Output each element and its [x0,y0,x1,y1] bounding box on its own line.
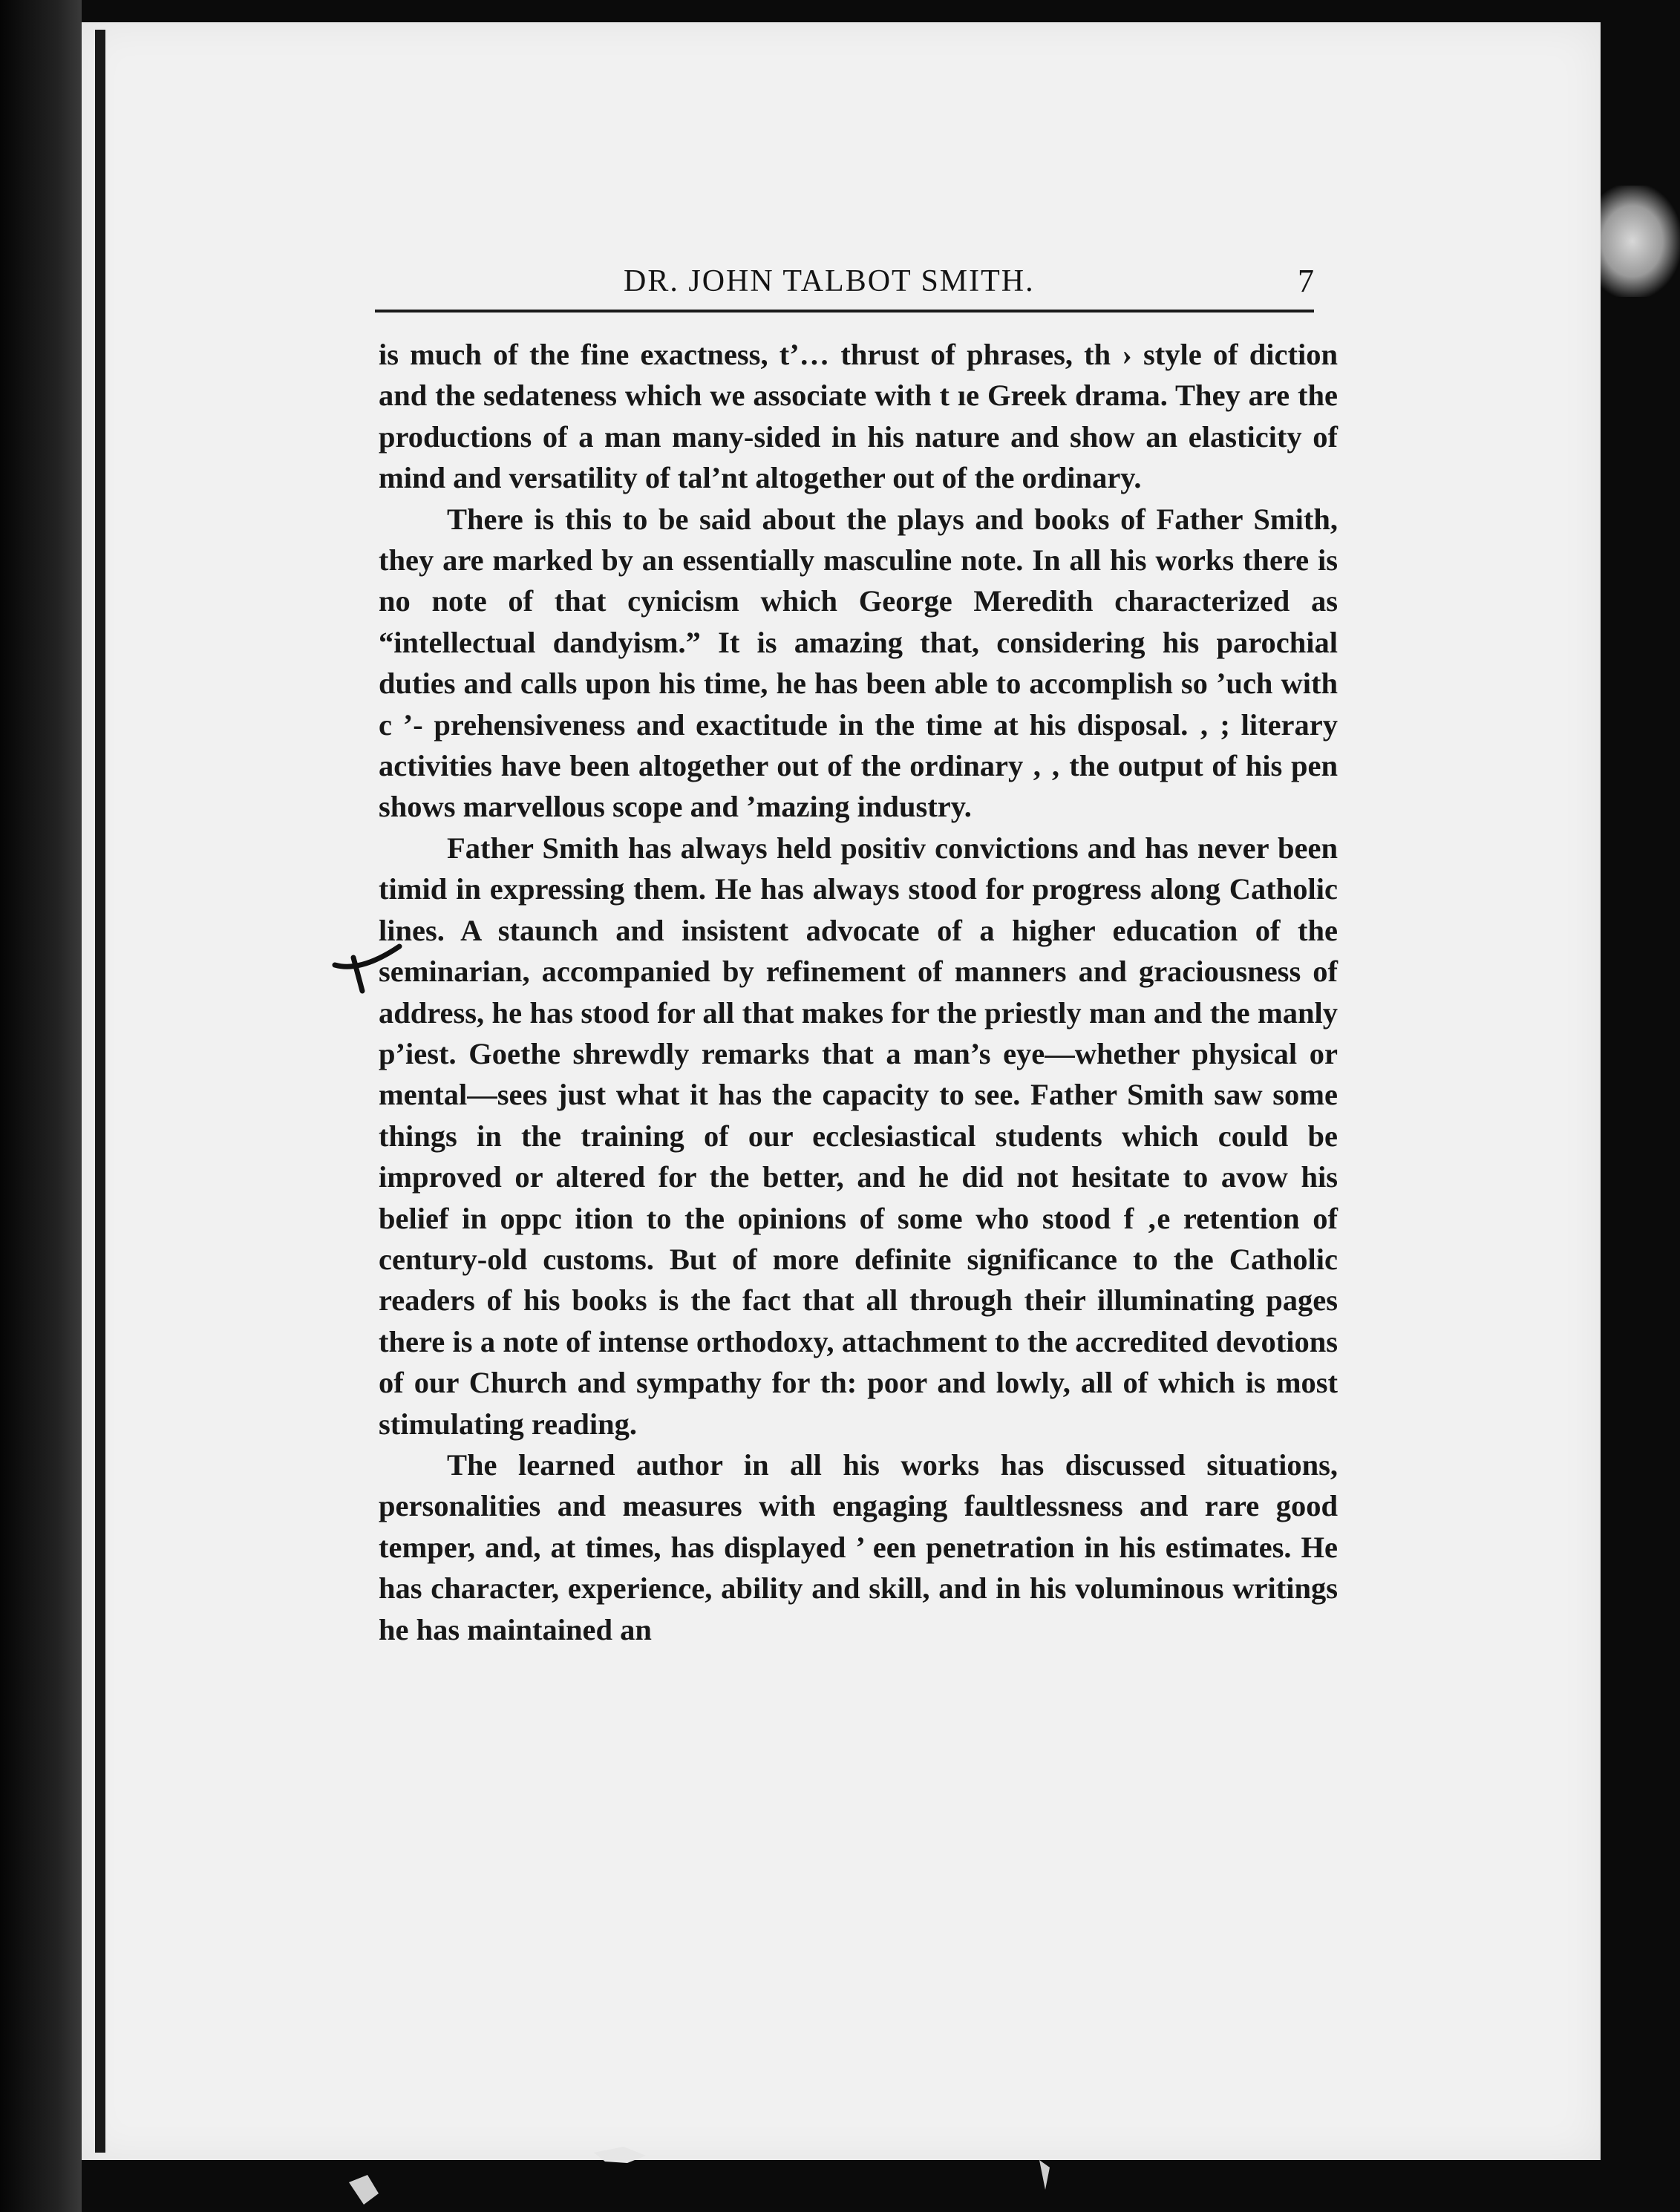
paragraph: The learned author in all his works has discussed situations, personalities and measures with engaging faultlessness and rare good temper, and, at times, has displayed ’ een penetration in his estimates. He has character, experience, ability and skill, and in his voluminous writings he has maintained an [379,1447,1338,1646]
binding-line [95,30,105,2153]
paragraph-continuation: is much of the fine exactness, t’… thrust of phrases, th › style of diction and the sedateness which we associate with t ıe Greek drama. They are the productions of a man many-sided in his nature and show an elasticity of mind and versatility of tal’nt altogether out of the ordinary. [379,338,1338,495]
torn-edge [1601,186,1680,297]
paragraph: Father Smith has always held positiv convictions and has never been timid in expressing them. He has always stood for progress along Catholic lines. A staunch and insistent advocate of a higher education of the seminarian, accompanied by refinement of manners and graciousness of address, he has stood for all that makes for the priestly man and the manly p’iest. Goethe shrewdly remarks that a man’s eye—whether physical or mental—sees just what it has the capacity to see. Father Smith saw some things in the training of our ecclesiastical students which could be improved or altered for the better, and he did not hesitate to avow his belief in oppc ition to the opinions of some who stood f ‚e retention of century-old customs. But of more definite significance to the Catholic readers of his books is the fact that all through their illuminating pages there is a note of intense orthodoxy, attachment to the accredited devotions of our Church and sympathy for th: poor and lowly, all of which is most stimulating reading. [379,831,1338,1441]
scan-artifacts [0,2138,1680,2212]
margin-check-mark [331,943,405,995]
binding-shadow [0,0,82,2212]
paragraph: There is this to be said about the plays and books of Father Smith, they are marked by an essentially masculine note. In all his works there is no note of that cynicism which George Meredith characterized as “intellectual dandyism.” It is amazing that, considering his parochial duties and calls upon his time, he has been able to accomplish so ’uch with c ’- prehensiveness and exactitude in the time at his disposal. ‚ ; literary activities have been altogether out of the ordinary ‚ ‚ the output of his pen shows marvellous scope and ’mazing industry. [379,502,1338,824]
body-text [379,334,1338,1650]
page-number: 7 [1298,263,1314,299]
running-head: DR. JOHN TALBOT SMITH. [624,264,1035,298]
page-header [375,256,1314,315]
header-rule [375,310,1314,313]
